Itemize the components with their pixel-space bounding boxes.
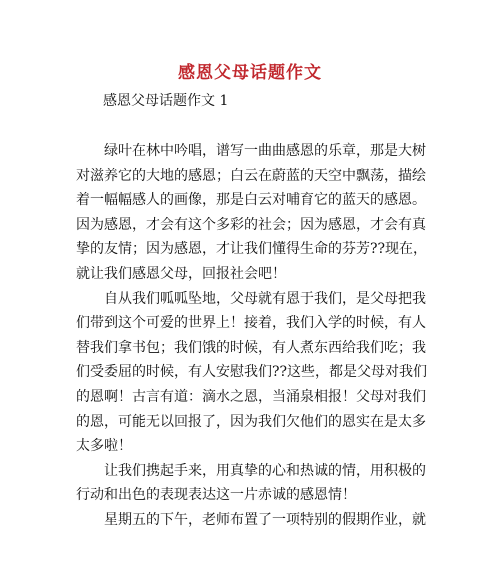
body-line: 自从我们呱呱坠地，父母就有恩于我们，是父母把我 — [76, 290, 426, 307]
body-line: 行动和出色的表现表达这一片赤诚的感恩情！ — [76, 487, 356, 504]
body-line: 太多啦！ — [76, 438, 132, 455]
body-line: 绿叶在林中吟唱，谱写一曲曲感恩的乐章，那是大树 — [76, 143, 426, 159]
body-line: 就让我们感恩父母，回报社会吧！ — [76, 265, 286, 282]
document-subtitle: 感恩父母话题作文 1 — [103, 93, 229, 109]
document-body — [76, 139, 428, 533]
body-line: 着一幅幅感人的画像，那是白云对哺育它的蓝天的感恩。 — [76, 192, 426, 209]
body-line: 挚的友情；因为感恩，才让我们懂得生命的芬芳??现在， — [76, 241, 428, 258]
document-title: 感恩父母话题作文 — [178, 63, 322, 83]
body-line: 星期五的下午，老师布置了一项特别的假期作业，就 — [76, 511, 426, 528]
body-line: 替我们拿书包；我们饿的时候，有人煮东西给我们吃；我 — [76, 339, 426, 356]
body-line: 们带到这个可爱的世界上！接着，我们入学的时候，有人 — [76, 315, 426, 332]
body-line: 的恩，可能无以回报了，因为我们欠他们的恩实在是太多 — [76, 413, 426, 430]
body-line: 的恩啊！古言有道：滴水之恩，当涌泉相报！父母对我们 — [76, 388, 426, 405]
body-line: 因为感恩，才会有这个多彩的社会；因为感恩，才会有真 — [76, 216, 426, 233]
body-line: 让我们携起手来，用真挚的心和热诚的情，用积极的 — [76, 462, 426, 479]
body-line: 对滋养它的大地的感恩；白云在蔚蓝的天空中飘荡，描绘 — [76, 167, 426, 184]
body-line: 们受委屈的时候，有人安慰我们??这些，都是父母对我们 — [76, 364, 428, 381]
